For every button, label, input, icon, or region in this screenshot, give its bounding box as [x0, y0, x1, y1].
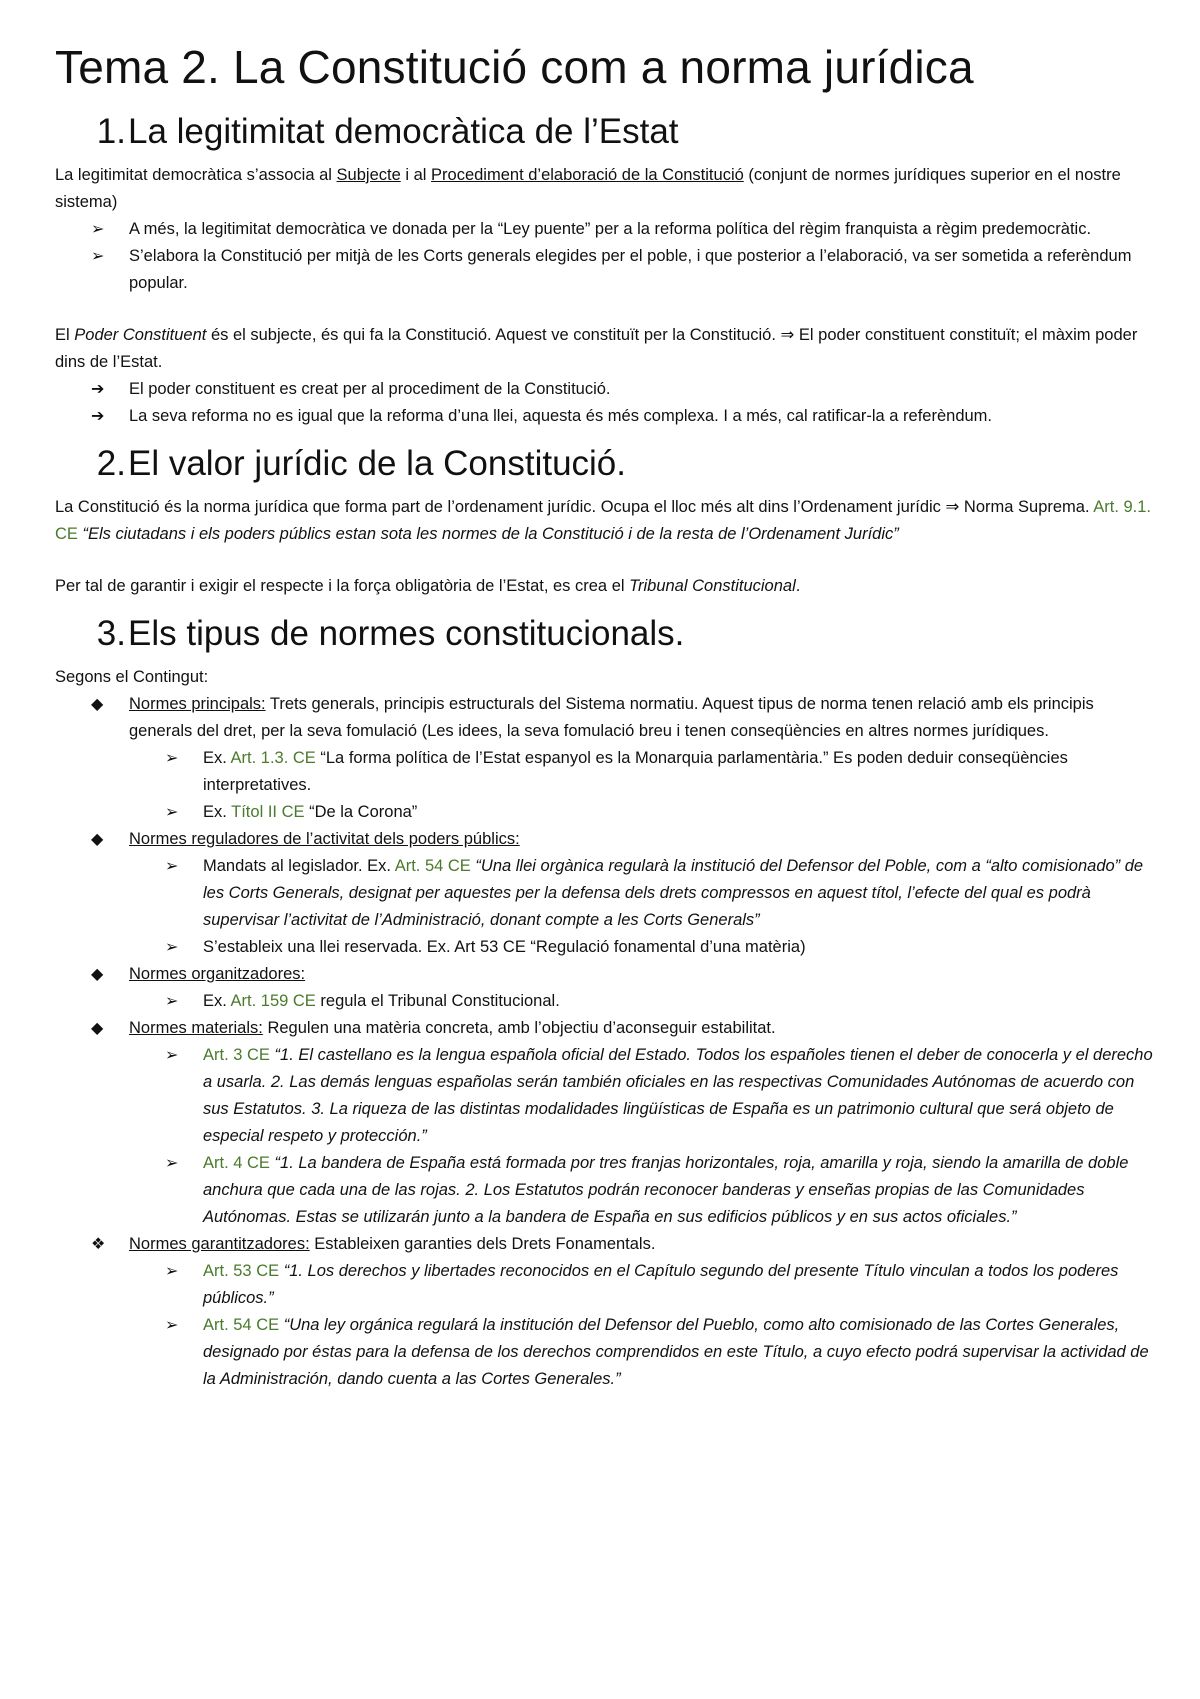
section-2-heading — [55, 444, 1155, 484]
text-run: La legitimitat democràtica s’associa al — [55, 166, 337, 184]
section-title: El valor jurídic de la Constitució. — [128, 444, 626, 483]
sub-list-item — [55, 853, 1155, 934]
norm-type-label: Normes reguladores de l’activitat dels poders públics: — [129, 830, 520, 848]
list-item-text: S’estableix una llei reservada. Ex. Art 53 CE “Regulació fonamental d’una matèria) — [203, 938, 806, 956]
list-item-reguladores — [55, 826, 1155, 853]
text-run: i al — [400, 166, 432, 184]
arrow-bullet-icon: ➔ — [91, 408, 105, 425]
s2-paragraph-2 — [55, 573, 1155, 600]
list-item-text: El poder constituent es creat per al procediment de la Constitució. — [129, 380, 611, 398]
text-run: Ex. — [203, 749, 231, 767]
text-run: regula el Tribunal Constitucional. — [315, 992, 560, 1010]
article-reference: Art. 54 CE — [203, 1316, 280, 1334]
text-run: Per tal de garantir i exigir el respecte i la força obligatòria de l’Estat, es crea el — [55, 577, 630, 595]
article-reference: Art. 3 CE — [203, 1046, 270, 1064]
document-title: Tema 2. La Constitució com a norma jurídica — [55, 41, 974, 93]
sub-list-item — [55, 1312, 1155, 1393]
article-reference: Art. 9.1. CE — [55, 498, 1152, 543]
outline-diamond-bullet-icon: ❖ — [91, 1236, 106, 1253]
norm-type-label: Normes principals: — [129, 695, 266, 713]
text-run: (conjunt de normes jurídiques superior en el nostre sistema) — [55, 166, 1121, 211]
s1-bullet-list — [55, 216, 1155, 297]
sub-list-item — [55, 988, 1155, 1015]
arrowhead-bullet-icon: ➢ — [165, 1263, 179, 1280]
list-item-text: Regulen una matèria concreta, amb l’objectiu d’aconseguir estabilitat. — [262, 1019, 776, 1037]
text-run: La Constitució és la norma jurídica que forma part de l’ordenament jurídic. Ocupa el lloc més alt dins l’Ordenament jurídic ⇒ Norma Suprema. — [55, 498, 1094, 516]
section-title: La legitimitat democràtica de l’Estat — [128, 112, 679, 151]
text-run: és el subjecte, és qui fa la Constitució. Aquest ve constituït per la Constitució. ⇒ El poder constituent constituït; el màxim poder dins de l’Estat. — [55, 326, 1138, 371]
article-reference: Art. 1.3. CE — [230, 749, 316, 767]
s2-paragraph-1 — [55, 494, 1155, 548]
sub-list-item — [55, 799, 1155, 826]
section-3-heading — [55, 614, 1155, 654]
text-run: Ex. — [203, 803, 232, 821]
article-reference: Art. 159 CE — [230, 992, 316, 1010]
list-item — [55, 376, 1155, 403]
arrowhead-bullet-icon: ➢ — [91, 221, 105, 238]
article-reference: Art. 4 CE — [203, 1154, 270, 1172]
italic-quote: “Una llei orgànica regularà la institució del Defensor del Poble, com a “alto comisionado” de les Corts Generals, designat per aquestes per la defensa dels drets compressos en aquest títol, l’efecte del qual es podrà supervisar l’activitat de l’Administració, donant compte a les Corts Generals” — [203, 857, 1144, 929]
arrowhead-bullet-icon: ➢ — [165, 939, 179, 956]
sub-list-item — [55, 1258, 1155, 1312]
text-run: “De la Corona” — [304, 803, 418, 821]
arrowhead-bullet-icon: ➢ — [165, 1155, 179, 1172]
section-number: 1. — [96, 112, 126, 151]
sub-list-item — [55, 745, 1155, 799]
s1-arrow-list — [55, 376, 1155, 430]
principals-sublist — [55, 745, 1155, 826]
list-item-text: La seva reforma no es igual que la reforma d’una llei, aquesta és més complexa. I a més, cal ratificar-la a referèndum. — [129, 407, 993, 425]
list-item-text: Trets generals, principis estructurals del Sistema normatiu. Aquest tipus de norma tenen relació amb els principis generals del dret, per la seva fomulació (Les idees, la seva fomulació breu i tenen conseqüències en altres normes jurídiques. — [129, 695, 1094, 740]
arrowhead-bullet-icon: ➢ — [165, 804, 179, 821]
norm-type-label: Normes garantitzadores: — [129, 1235, 310, 1253]
document-page — [55, 40, 1155, 1393]
text-run: El — [55, 326, 75, 344]
list-item-organitzadores — [55, 961, 1155, 988]
sub-list-item — [55, 1150, 1155, 1231]
s3-norms-list — [55, 1231, 1155, 1258]
list-item — [55, 216, 1155, 243]
diamond-bullet-icon: ◆ — [91, 966, 104, 983]
text-run: Mandats al legislador. Ex. — [203, 857, 395, 875]
arrowhead-bullet-icon: ➢ — [165, 1047, 179, 1064]
section-number: 2. — [96, 444, 126, 483]
s3-norms-list — [55, 826, 1155, 853]
diamond-bullet-icon: ◆ — [91, 831, 104, 848]
arrowhead-bullet-icon: ➢ — [165, 1317, 179, 1334]
italic-term: Poder Constituent — [74, 326, 207, 344]
s3-norms-list — [55, 961, 1155, 988]
materials-sublist — [55, 1042, 1155, 1231]
list-item-text: S’elabora la Constitució per mitjà de les Corts generals elegides per el poble, i que posterior a l’elaboració, va ser sometida a referèndum popular. — [129, 247, 1132, 292]
segons-label: Segons el Contingut: — [55, 668, 209, 686]
list-item-materials — [55, 1015, 1155, 1042]
text-run: Ex. — [203, 992, 231, 1010]
section-title: Els tipus de normes constitucionals. — [128, 614, 685, 653]
section-1-heading — [55, 112, 1155, 152]
sub-list-item — [55, 1042, 1155, 1150]
diamond-bullet-icon: ◆ — [91, 696, 104, 713]
underlined-term: Subjecte — [336, 166, 401, 184]
italic-quote: “1. La bandera de España está formada por tres franjas horizontales, roja, amarilla y roja, siendo la amarilla de doble anchura que cada una de las rojas. 2. Los Estatutos podrán reconocer banderas y enseñas propias de las Comunidades Autónomas. Estas se utilizarán junto a la bandera de España en sus edificios públicos y en sus actos oficiales.” — [203, 1154, 1129, 1226]
arrowhead-bullet-icon: ➢ — [165, 858, 179, 875]
list-item-text: A més, la legitimitat democràtica ve donada per la “Ley puente” per a la reforma política del règim franquista a règim predemocràtic. — [129, 220, 1092, 238]
italic-quote: “1. Los derechos y libertades reconocidos en el Capítulo segundo del presente Título vinculan a todos los poderes públicos.” — [203, 1262, 1119, 1307]
arrowhead-bullet-icon: ➢ — [91, 248, 105, 265]
s1-intro-paragraph — [55, 162, 1155, 216]
list-item — [55, 403, 1155, 430]
text-run: . — [795, 577, 801, 595]
italic-term: Tribunal Constitucional — [629, 577, 796, 595]
s3-norms-list — [55, 691, 1155, 745]
s1-poder-paragraph — [55, 322, 1155, 376]
sub-list-item — [55, 934, 1155, 961]
arrow-bullet-icon: ➔ — [91, 381, 105, 398]
italic-quote: “1. El castellano es la lengua española oficial del Estado. Todos los españoles tienen el deber de conocerla y el derecho a usarla. 2. Las demás lenguas españolas serán también oficiales en las respectivas Comunidades Autónomas de acuerdo con sus Estatutos. 3. La riqueza de las distintas modalidades lingüísticas de España es un patrimonio cultural que será objeto de especial respeto y protección.” — [203, 1046, 1153, 1145]
norm-type-label: Normes organitzadores: — [129, 965, 306, 983]
italic-quote: “Una ley orgánica regulará la institución del Defensor del Pueblo, como alto comisionado de las Cortes Generales, designado por éstas para la defensa de los derechos comprendidos en este Título, a cuyo efecto podrá supervisar la actividad de la Administración, dando cuenta a las Cortes Generales.” — [203, 1316, 1149, 1388]
list-item-garantitzadores — [55, 1231, 1155, 1258]
garantitzadores-sublist — [55, 1258, 1155, 1393]
text-run: “La forma política de l’Estat espanyol es la Monarquia parlamentària.” Es poden deduir conseqüències interpretatives. — [203, 749, 1068, 794]
article-reference: Art. 54 CE — [394, 857, 471, 875]
list-item-principals — [55, 691, 1155, 745]
article-reference: Títol II CE — [231, 803, 305, 821]
article-reference: Art. 53 CE — [203, 1262, 280, 1280]
norm-type-label: Normes materials: — [129, 1019, 263, 1037]
list-item — [55, 243, 1155, 297]
organitzadores-sublist — [55, 988, 1155, 1015]
diamond-bullet-icon: ◆ — [91, 1020, 104, 1037]
arrowhead-bullet-icon: ➢ — [165, 993, 179, 1010]
italic-quote: “Els ciutadans i els poders públics estan sota les normes de la Constitució i de la resta de l’Ordenament Jurídic” — [77, 525, 899, 543]
section-number: 3. — [96, 614, 126, 653]
underlined-term: Procediment d’elaboració de la Constitució — [431, 166, 744, 184]
arrowhead-bullet-icon: ➢ — [165, 750, 179, 767]
list-item-text: Estableixen garanties dels Drets Fonamentals. — [309, 1235, 656, 1253]
s3-norms-list — [55, 1015, 1155, 1042]
reguladores-sublist — [55, 853, 1155, 961]
